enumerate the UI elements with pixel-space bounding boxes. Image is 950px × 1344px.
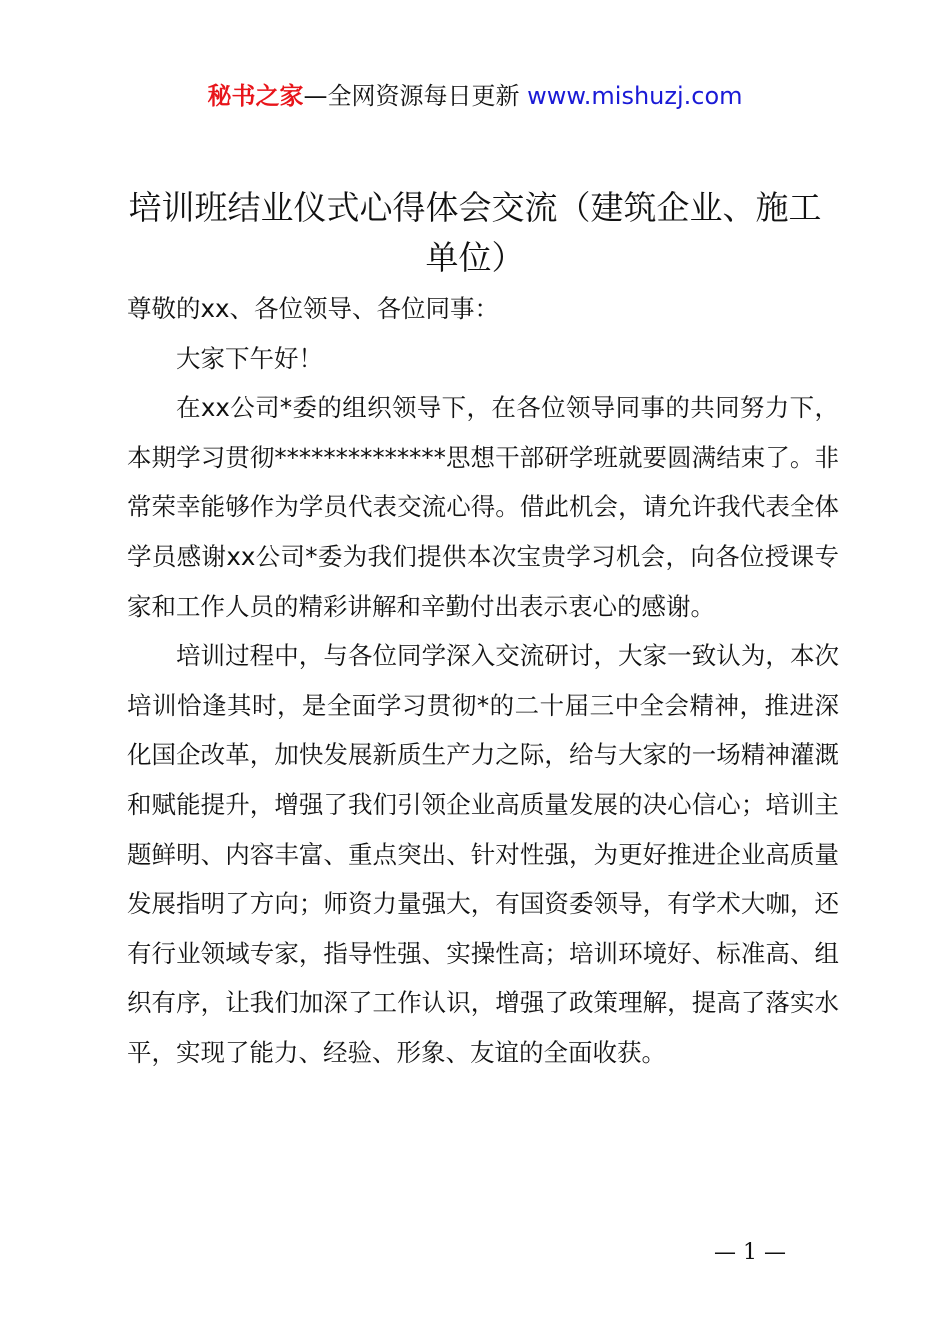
document-body (127, 284, 839, 1078)
site-tagline: —全网资源每日更新 (303, 82, 528, 110)
page-number: — 1 — (714, 1240, 786, 1265)
site-brand: 秘书之家 (207, 82, 304, 110)
site-banner (0, 80, 950, 112)
document-title: 培训班结业仪式心得体会交流（建筑企业、施工单位） (128, 188, 822, 277)
salutation: 尊敬的xx、各位领导、各位同事： (127, 294, 499, 323)
paragraph-greeting: 大家下午好！ (176, 343, 323, 373)
site-url-link[interactable]: www.mishuzj.com (527, 82, 743, 110)
paragraph-thanks: 在xx公司*委的组织领导下，在各位领导同事的共同努力下，本期学习贯彻**************思想干部研学班就要圆满结束了。非常荣幸能够作为学员代表交流心得。借此机会，请允许我代表全体学员感谢xx公司*委为我们提供本次宝贵学习机会，向各位授课专家和工作人员的精彩讲解和辛勤付出表示衷心的感谢。 (127, 393, 839, 621)
paragraph-reflection: 培训过程中，与各位同学深入交流研讨，大家一致认为，本次培训恰逢其时，是全面学习贯彻*的二十届三中全会精神，推进深化国企改革，加快发展新质生产力之际，给与大家的一场精神灌溉和赋能提升，增强了我们引领企业高质量发展的决心信心；培训主题鲜明、内容丰富、重点突出、针对性强，为更好推进企业高质量发展指明了方向；师资力量强大，有国资委领导，有学术大咖，还有行业领域专家，指导性强、实操性高；培训环境好、标准高、组织有序，让我们加深了工作认识，增强了政策理解，提高了落实水平，实现了能力、经验、形象、友谊的全面收获。 (127, 641, 839, 1067)
